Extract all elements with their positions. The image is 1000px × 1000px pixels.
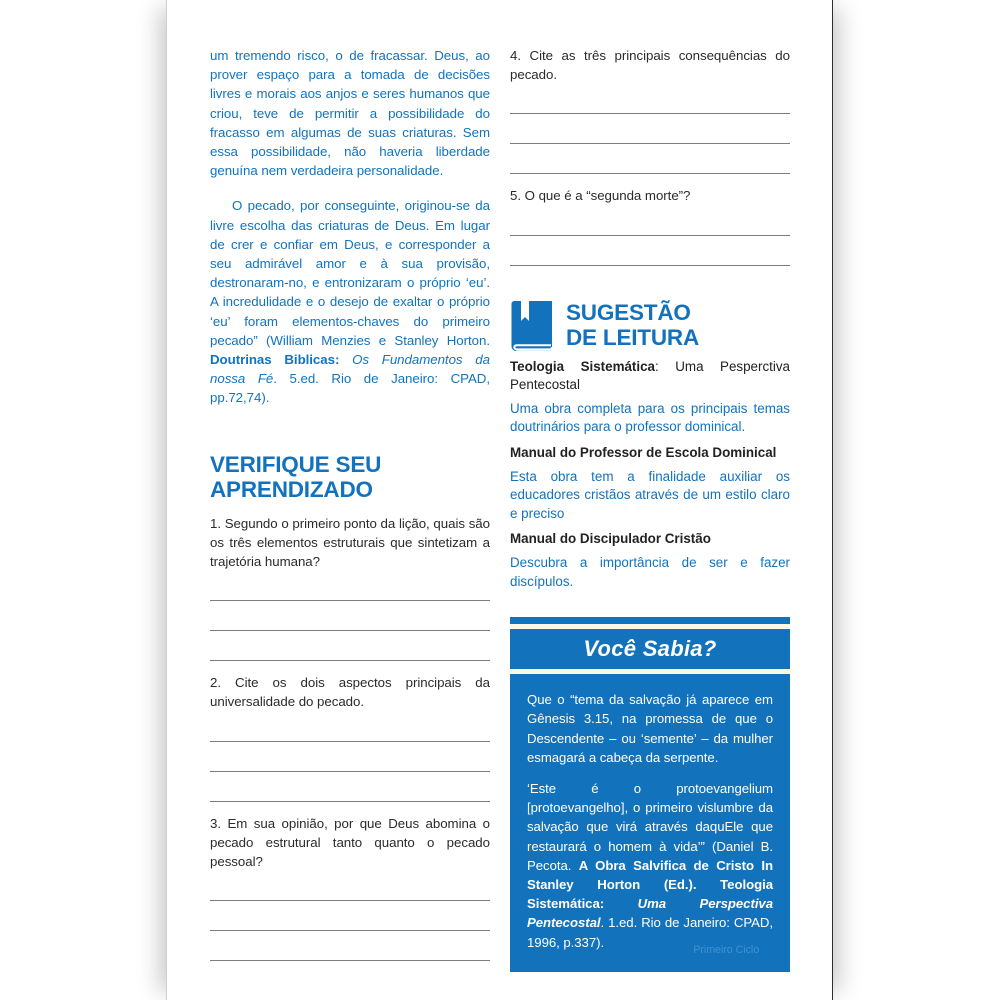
- citation-book-bold: Doutrinas Biblicas: [210, 352, 335, 368]
- book-title-bold: Manual do Professor de Escola Dominical: [510, 444, 777, 460]
- answer-line[interactable]: [510, 173, 790, 174]
- did-you-know-paragraph-2: [527, 779, 773, 952]
- reading-title-line-1: SUGESTÃO: [566, 299, 691, 325]
- dyk-citation-bold: A Obra Salvifica de Cristo In Stanley Horton (Ed.). Teologia Sistemática: [527, 857, 773, 912]
- book-title-3: [510, 530, 790, 549]
- did-you-know-body: [510, 674, 790, 972]
- paragraph-2-text: O pecado, por conseguinte, originou-se da livre escolha das criaturas de Deus. Em lugar de crer e confiar em Deus, e corresponder a seu admirável amor e à sua provisão, destronaram-no, e entronizaram o próprio ‘eu’. A incredulidade e o desejo de exaltar o próprio ‘eu’ foram elementos-chaves do primeiro pecado” (William Menzies e Stanley Horton.: [210, 198, 490, 348]
- book-entry: [510, 444, 790, 523]
- book-icon: [510, 299, 556, 351]
- question-text-3: 3. Em sua opinião, por que Deus abomina o pecado estrutural tanto quanto o pecado pessoal?: [210, 815, 490, 870]
- question-block-4: [510, 46, 790, 174]
- answer-line[interactable]: [210, 630, 490, 631]
- answer-line[interactable]: [510, 235, 790, 236]
- section-heading-verifique: VERIFIQUE SEU APRENDIZADO: [210, 451, 382, 502]
- answer-line[interactable]: [210, 741, 490, 742]
- dyk-citation-tail: . 1.ed. Rio de Janeiro: CPAD, 1996, p.337).: [527, 915, 773, 950]
- body-paragraph-1: um tremendo risco, o de fracassar. Deus, ao prover espaço para a tomada de decisões livres e morais aos anjos e seres humanos que criou, teve de permitir a possibilidade do fracasso em algumas de suas criaturas. Sem essa possibilidade, não haveria liberdade genuína nem verdadeira personalidade.: [210, 48, 490, 179]
- question-text-2: 2. Cite os dois aspectos principais da universalidade do pecado.: [210, 675, 490, 710]
- left-column: [210, 46, 490, 961]
- answer-lines-4[interactable]: [510, 113, 790, 174]
- question-block-5: [510, 186, 790, 265]
- citation-tail: . 5.ed. Rio de Janeiro: CPAD, pp.72,74).: [210, 371, 490, 406]
- did-you-know-box: [510, 617, 790, 972]
- answer-lines-5[interactable]: [510, 235, 790, 266]
- book-title-bold: Teologia Sistemática: [510, 358, 656, 374]
- book-description-1: Uma obra completa para os principais temas doutrinários para o professor dominical.: [510, 400, 790, 435]
- answer-line[interactable]: [210, 771, 490, 772]
- page-footer: [210, 940, 788, 958]
- did-you-know-paragraph-1: Que o “tema da salvação já aparece em Gênesis 3.15, na promessa de que o Descendente – ou ‘semente’ – da mulher esmagará a cabeça da serpente.: [527, 692, 773, 765]
- book-title-2: [510, 444, 790, 463]
- book-title-regular: : Uma Pesperctiva Pentecostal: [510, 358, 790, 393]
- reading-suggestion-section: [510, 296, 790, 592]
- footer-page-number: 7: [779, 940, 788, 957]
- question-block-2: [210, 673, 490, 801]
- did-you-know-header: [510, 629, 790, 669]
- question-text-4: 4. Cite as três principais consequências do pecado.: [510, 48, 790, 83]
- reading-suggestion-title: [566, 296, 699, 351]
- book-description-3: Descubra a importância de ser e fazer discípulos.: [510, 554, 790, 589]
- paper-sheet: [166, 0, 833, 1000]
- book-title-1: [510, 358, 790, 395]
- question-text-1: 1. Segundo o primeiro ponto da lição, quais são os três elementos estruturais que sintetizam a trajetória humana?: [210, 515, 490, 570]
- reading-title-line-2: DE LEITURA: [566, 325, 700, 351]
- did-you-know-header-text: Você Sabia?: [583, 636, 717, 662]
- answer-line[interactable]: [210, 600, 490, 601]
- answer-line[interactable]: [210, 660, 490, 661]
- answer-lines-1[interactable]: [210, 600, 490, 661]
- question-block-1: [210, 514, 490, 662]
- citation-colon: :: [334, 352, 353, 368]
- question-text-5: 5. O que é a “segunda morte”?: [510, 188, 691, 204]
- answer-lines-2[interactable]: [210, 741, 490, 802]
- dyk-text-lead: ‘Este é o protoevangelium [protoevangelho], o primeiro vislumbre da salvação que virá através daquEle que restaurará o homem à vida’” (Daniel B. Pecota.: [527, 780, 773, 873]
- book-title-bold: Manual do Discipulador Cristão: [510, 531, 711, 547]
- book-entry: [510, 530, 790, 591]
- right-column: [510, 46, 790, 972]
- citation-subtitle-italic: Os Fundamentos da nossa Fé: [210, 352, 490, 387]
- dyk-citation-colon: :: [599, 896, 638, 912]
- answer-line[interactable]: [510, 143, 790, 144]
- book-description-2: Esta obra tem a finalidade auxiliar os educadores cristãos através de um estilo claro e preciso: [510, 468, 790, 521]
- footer-cycle-label: Primeiro Ciclo: [693, 944, 760, 956]
- answer-line[interactable]: [210, 900, 490, 901]
- answer-line[interactable]: [210, 801, 490, 802]
- dyk-citation-bold-italic: Uma Perspectiva Pentecostal: [527, 896, 773, 931]
- body-paragraph-2: [210, 196, 490, 407]
- did-you-know-top-rule: [510, 617, 790, 624]
- book-entry: [510, 358, 790, 437]
- answer-line[interactable]: [510, 265, 790, 266]
- answer-line[interactable]: [510, 113, 790, 114]
- answer-line[interactable]: [210, 930, 490, 931]
- reading-suggestion-header: [510, 296, 790, 351]
- answer-line[interactable]: [210, 960, 490, 961]
